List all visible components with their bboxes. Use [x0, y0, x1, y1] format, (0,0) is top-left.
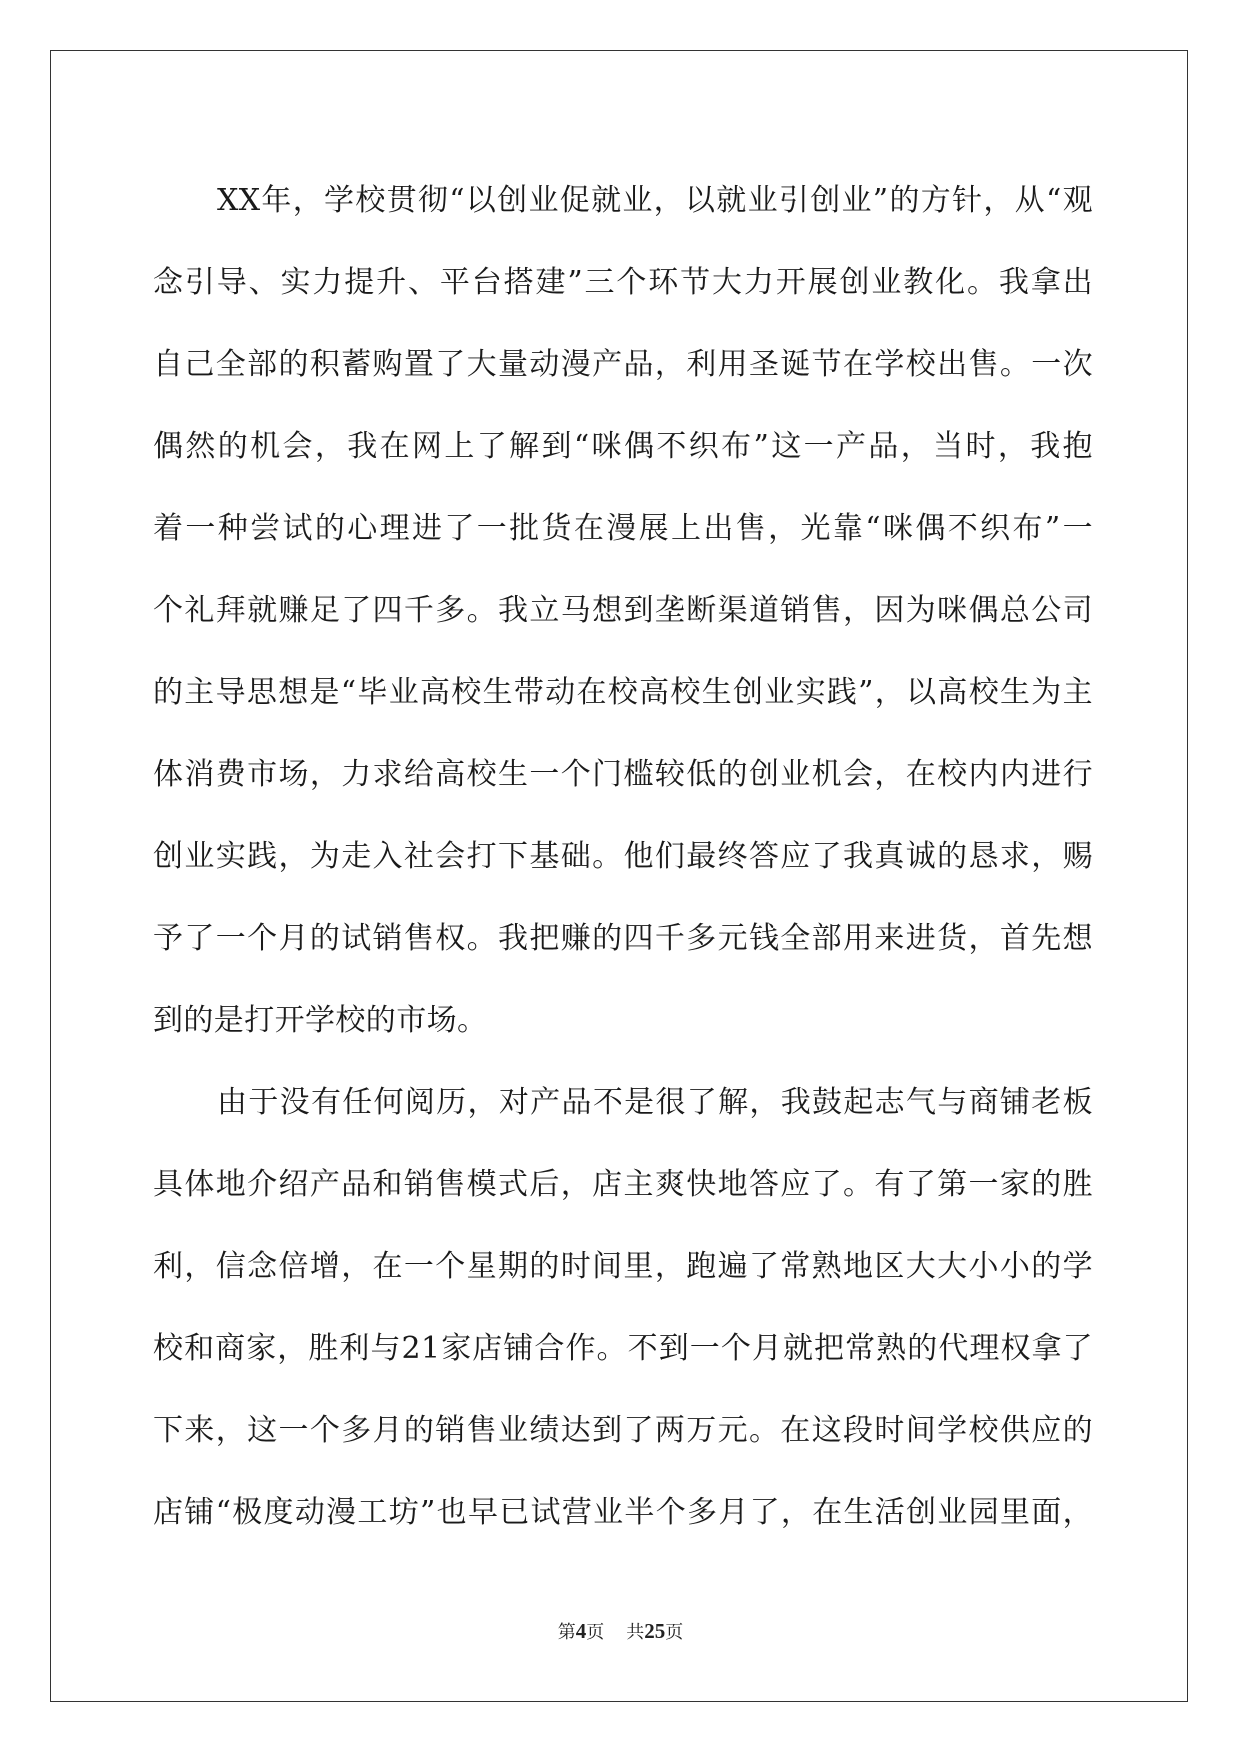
paragraph-1-line-2: 念引导、实力提升、平台搭建”三个环节大力开展创业教化。我拿出 — [153, 265, 1093, 300]
total-pages: 25 — [644, 1619, 666, 1643]
paragraph-1-line-10: 予了一个月的试销售权。我把赚的四千多元钱全部用来进货，首先想 — [153, 921, 1093, 956]
page-number: 4 — [575, 1619, 587, 1643]
paragraph-2-line-5: 下来，这一个多月的销售业绩达到了两万元。在这段时间学校供应的 — [153, 1413, 1093, 1448]
paragraph-1-line-7: 的主导思想是“毕业高校生带动在校高校生创业实践”，以高校生为主 — [153, 675, 1093, 710]
paragraph-2-line-3: 利，信念倍增，在一个星期的时间里，跑遍了常熟地区大大小小的学 — [153, 1249, 1093, 1284]
page-prefix: 第 — [557, 1622, 576, 1643]
paragraph-1-line-9: 创业实践，为走入社会打下基础。他们最终答应了我真诚的恳求，赐 — [153, 839, 1093, 874]
document-body — [153, 160, 1093, 1554]
paragraph-2-line-6: 店铺“极度动漫工坊”也早已试营业半个多月了，在生活创业园里面， — [153, 1495, 1093, 1530]
paragraph-1-line-1: XX年，学校贯彻“以创业促就业，以就业引创业”的方针，从“观 — [217, 183, 1093, 218]
total-prefix: 共 — [626, 1622, 645, 1643]
paragraph-1-line-11: 到的是打开学校的市场。 — [153, 1003, 488, 1038]
paragraph-1-line-8: 体消费市场，力求给高校生一个门槛较低的创业机会，在校内内进行 — [153, 757, 1093, 792]
paragraph-1-line-4: 偶然的机会，我在网上了解到“咪偶不织布”这一产品，当时，我抱 — [153, 429, 1093, 464]
paragraph-2-line-1: 由于没有任何阅历，对产品不是很了解，我鼓起志气与商铺老板 — [217, 1085, 1093, 1120]
page-footer — [0, 1618, 1241, 1644]
paragraph-1-line-5: 着一种尝试的心理进了一批货在漫展上出售，光靠“咪偶不织布”一 — [153, 511, 1093, 546]
paragraph-1-line-6: 个礼拜就赚足了四千多。我立马想到垄断渠道销售，因为咪偶总公司 — [153, 593, 1093, 628]
total-suffix: 页 — [665, 1622, 684, 1643]
page-suffix: 页 — [586, 1622, 605, 1643]
paragraph-1-line-3: 自己全部的积蓄购置了大量动漫产品，利用圣诞节在学校出售。一次 — [153, 347, 1093, 382]
paragraph-2-line-2: 具体地介绍产品和销售模式后，店主爽快地答应了。有了第一家的胜 — [153, 1167, 1093, 1202]
paragraph-2-line-4: 校和商家，胜利与21家店铺合作。不到一个月就把常熟的代理权拿了 — [153, 1331, 1093, 1366]
